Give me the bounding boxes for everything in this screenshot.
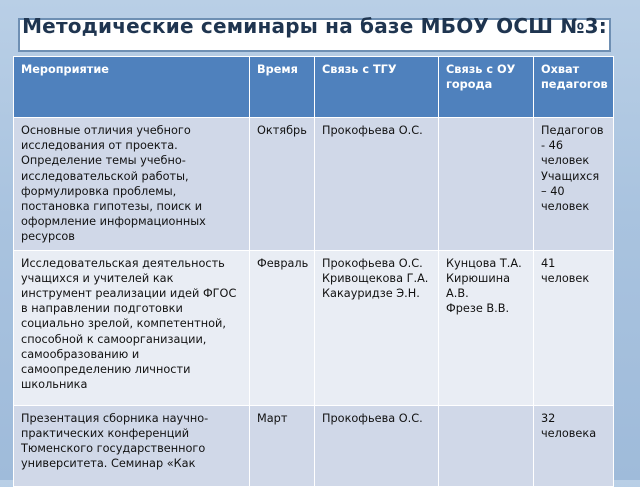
- cell-event: Основные отличия учебного исследования от проекта. Определение темы учебно-исследовательской работы, формулировка проблемы, постановка гипотезы, поиск и оформление информационных ресурсов: [14, 118, 250, 251]
- cell-time: Октябрь: [250, 118, 315, 251]
- cell-school-link: [439, 118, 534, 251]
- header-tgu-link: Связь с ТГУ: [315, 57, 439, 118]
- header-time: Время: [250, 57, 315, 118]
- table-header-row: [14, 57, 614, 118]
- slide-title: Методические семинары на базе МБОУ ОСШ №3:: [22, 14, 607, 38]
- cell-school-link: [439, 405, 534, 486]
- cell-coverage: Педагогов - 46 человек Учащихся – 40 человек: [534, 118, 614, 251]
- seminars-table: [13, 56, 614, 487]
- cell-event: Презентация сборника научно-практических конференций Тюменского государственного университета. Семинар «Как: [14, 405, 250, 486]
- header-school-link: Связь с ОУ города: [439, 57, 534, 118]
- header-event: Мероприятие: [14, 57, 250, 118]
- cell-coverage: 41 человек: [534, 250, 614, 405]
- table-row: [14, 250, 614, 405]
- cell-time: Февраль: [250, 250, 315, 405]
- cell-event: Исследовательская деятельность учащихся и учителей как инструмент реализации идей ФГОС в направлении подготовки социально зрелой, компетентной, способной к самоорганизации, самообразованию и самоопределению личности школьника: [14, 250, 250, 405]
- cell-time: Март: [250, 405, 315, 486]
- cell-tgu-link: Прокофьева О.С. Кривощекова Г.А. Какауридзе Э.Н.: [315, 250, 439, 405]
- table-row: [14, 118, 614, 251]
- slide-title-box: [18, 14, 611, 52]
- table-row: [14, 405, 614, 486]
- header-coverage: Охват педагогов: [534, 57, 614, 118]
- cell-school-link: Кунцова Т.А. Кирюшина А.В. Фрезе В.В.: [439, 250, 534, 405]
- cell-coverage: 32 человека: [534, 405, 614, 486]
- cell-tgu-link: Прокофьева О.С.: [315, 118, 439, 251]
- cell-tgu-link: Прокофьева О.С.: [315, 405, 439, 486]
